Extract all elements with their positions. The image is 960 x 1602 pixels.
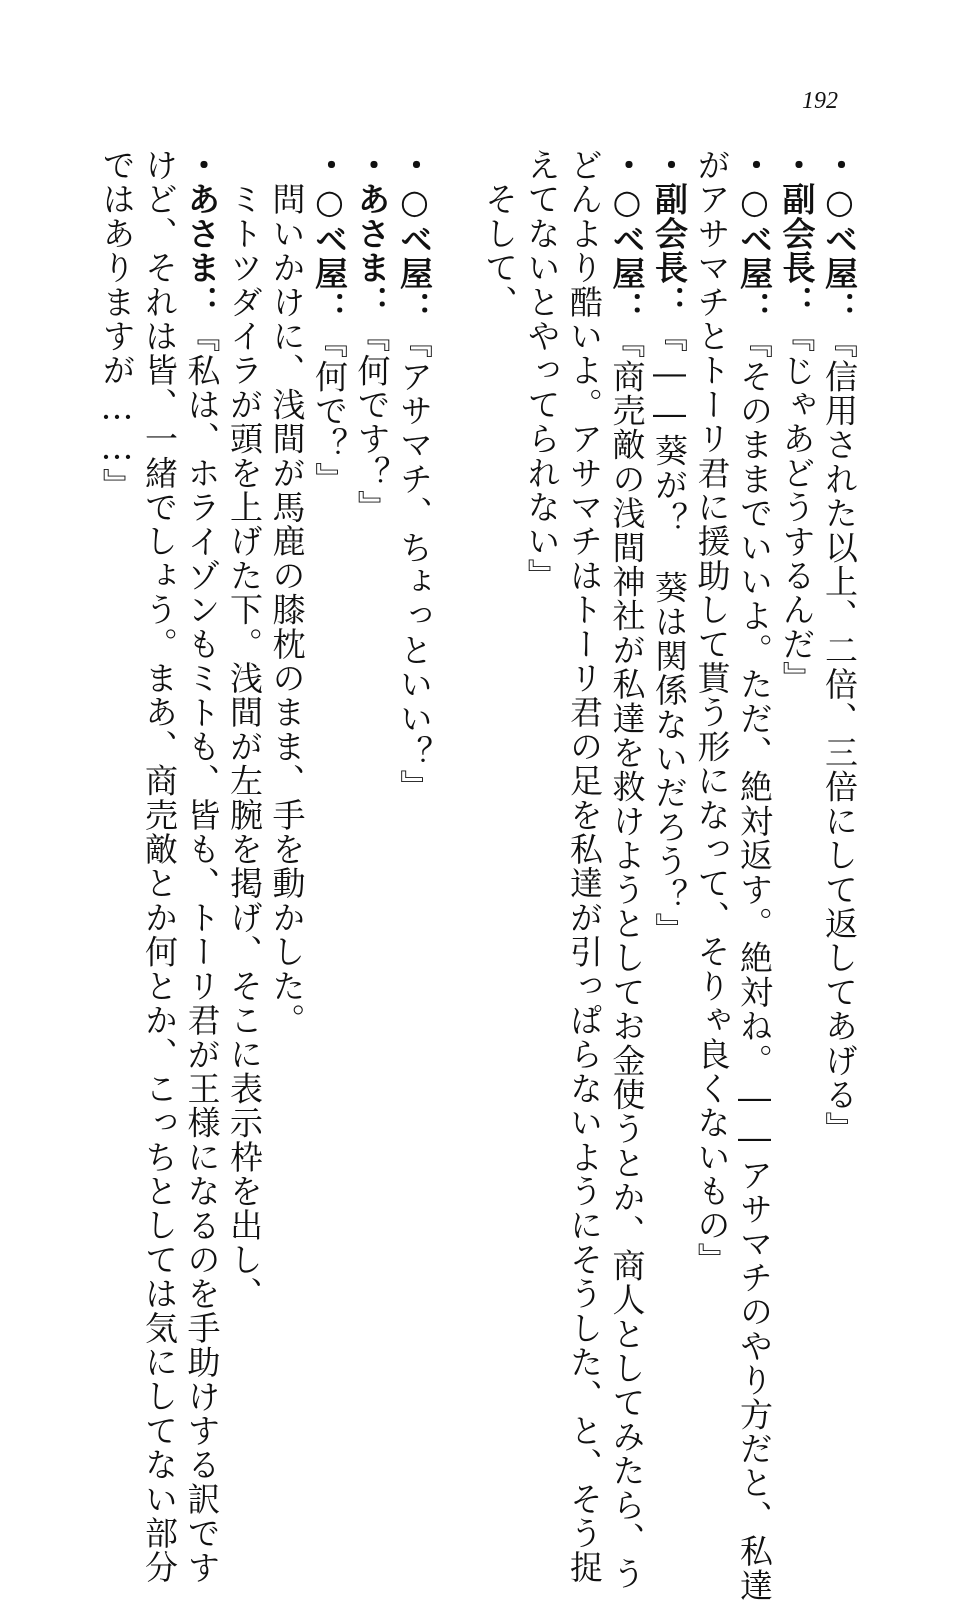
speaker-name: ○ベ屋： [310,182,349,326]
speaker-name: 副会長： [650,182,689,320]
dialogue-text: えてないとやってられない』 [522,148,562,593]
dialogue-text: ではありますが……』 [97,148,137,502]
dialogue-text: 『――葵が？ 葵は関係ないだろう？』 [650,319,689,947]
text-line [563,148,606,1585]
dialogue-text: 『私は、ホライゾンもミトも、皆も、トーリ君が王様になるのを手助けする訳です [182,319,222,1585]
text-line [690,148,733,1318]
text-line [478,148,521,1318]
text-line [520,148,563,1318]
text-line [308,148,351,1318]
speaker-name: あさま： [182,182,222,320]
bullet-mark: ・ [310,148,349,183]
bullet-mark: ・ [352,148,392,183]
page-number: 192 [802,88,838,114]
novel-body-text [95,148,860,1602]
speaker-name: あさま： [352,182,392,320]
speaker-name: ○ベ屋： [607,182,647,326]
text-line [775,148,818,1318]
text-line [95,148,138,1318]
text-line [605,148,648,1591]
dialogue-text: けど、それは皆、一緒でしょう。まあ、商売敵とか何とか、こっちとしては気にしてない部分 [140,148,179,1585]
dialogue-text: 『アサマチ、ちょっといい？』 [395,325,434,804]
text-line [818,148,861,1318]
dialogue-text: 『何で？』 [310,325,349,497]
speaker-name: ○ベ屋： [395,182,434,326]
text-line [350,148,393,1318]
dialogue-text: 『そのままでいいよ。ただ、絶対返す。絶対ね。――アサマチのやり方だと、私達 [735,325,774,1602]
dialogue-text: 『じゃあどうするんだ』 [777,319,817,696]
dialogue-text: 『商売敵の浅間神社が私達を救けようとしてお金使うとか、商人としてみたら、う [607,325,647,1591]
dialogue-text: 『信用された以上、二倍、三倍にして返してあげる』 [820,325,859,1146]
speaker-name: ○ベ屋： [735,182,774,326]
bullet-mark: ・ [607,148,647,183]
bullet-mark: ・ [650,148,689,183]
text-line [138,148,181,1585]
text-line [223,148,266,1318]
bullet-mark: ・ [777,148,817,183]
narration-text: 問いかけに、浅間が馬鹿の膝枕のまま、手を動かした。 [267,148,307,1038]
speaker-name: 副会長： [777,182,817,320]
bullet-mark: ・ [735,148,774,183]
speaker-name: ○ベ屋： [820,182,859,326]
text-line [648,148,691,1318]
bullet-mark: ・ [395,148,434,183]
text-line [265,148,308,1318]
text-line [180,148,223,1585]
blank-line [435,148,478,1318]
narration-text: そして、 [480,148,519,319]
dialogue-text: 『何です？』 [352,319,392,525]
text-line [733,148,776,1602]
narration-text: ミトツダイラが頭を上げた下。浅間が左腕を掲げ、そこに表示枠を出し、 [225,148,264,1311]
text-line [393,148,436,1318]
bullet-mark: ・ [820,148,859,183]
dialogue-text: どんより酷いよ。アサマチはトーリ君の足を私達が引っぱらないようにそうした、と、そう捉 [565,148,604,1585]
bullet-mark: ・ [182,148,222,183]
dialogue-text: がアサマチとトーリ君に援助して貰う形になって、そりゃ良くないもの』 [692,148,732,1277]
